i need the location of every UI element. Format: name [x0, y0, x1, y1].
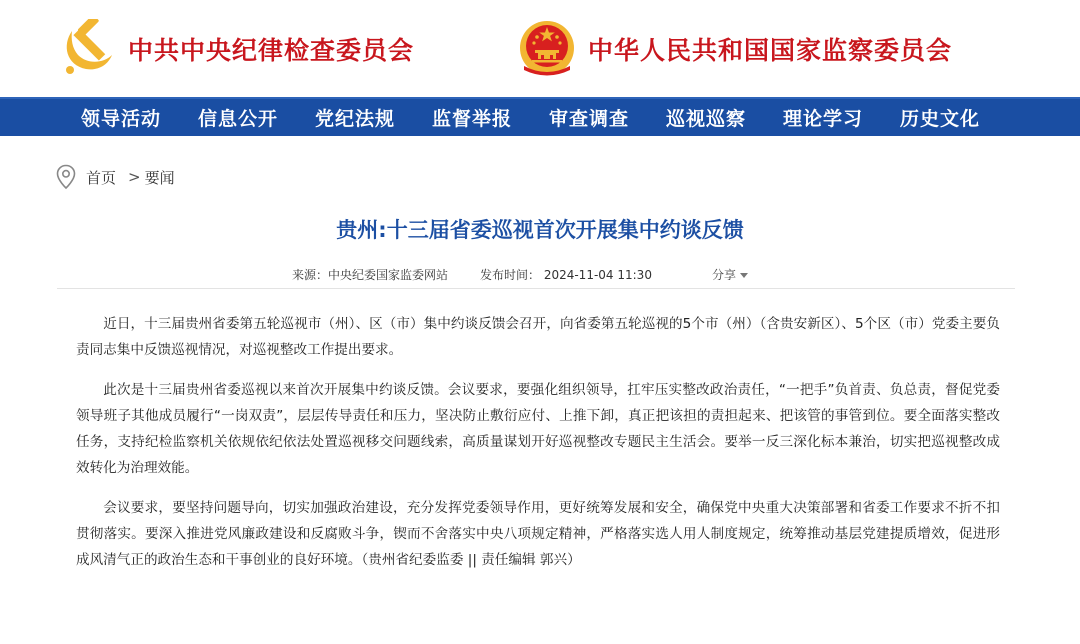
nav-item-info-disclosure[interactable]: 信息公开	[198, 108, 279, 130]
nav-item-investigation[interactable]: 审查调查	[549, 108, 630, 130]
breadcrumb-current[interactable]: 要闻	[144, 168, 175, 187]
meta-divider	[57, 288, 1015, 289]
article-paragraph-3: 会议要求，要坚持问题导向，切实加强政治建设，充分发挥党委领导作用，更好统筹发展和安全，确保党中央重大决策部署和省委工作要求不折不扣贯彻落实。要深入推进党风廉政建设和反腐败斗争，锲而不舍落实中央八项规定精神，严格落实选人用人制度规定，统筹推动基层党建提质增效，促进形成风清气正的政治生态和干事创业的良好环境。（贵州省纪委监委 || 责任编辑 郭兴）	[76, 500, 1000, 568]
share-button[interactable]	[712, 266, 748, 283]
ccdi-brand[interactable]	[58, 0, 414, 97]
ccdi-name: 中共中央纪律检查委员会	[128, 35, 415, 65]
article-page	[0, 136, 1080, 644]
national-emblem-icon	[516, 18, 578, 80]
nav-item-history[interactable]: 历史文化	[900, 108, 981, 130]
breadcrumb-separator: >	[128, 168, 141, 186]
article-body	[76, 311, 1000, 587]
article-title: 贵州:十三届省委巡视首次开展集中约谈反馈	[336, 218, 744, 242]
article-time: 发布时间： 2024-11-04 11:30	[480, 268, 652, 282]
article-paragraph-1: 近日，十三届贵州省委第五轮巡视市（州）、区（市）集中约谈反馈会召开，向省委第五轮巡视的5个市（州）（含贵安新区）、5个区（市）党委主要负责同志集中反馈巡视情况，对巡视整改工作提出要求。	[76, 316, 1000, 358]
main-nav	[0, 97, 1080, 136]
nav-item-report[interactable]: 监督举报	[432, 108, 513, 130]
article-paragraph-2: 此次是十三届贵州省委巡视以来首次开展集中约谈反馈。会议要求，要强化组织领导，扛牢压实整改政治责任，“一把手”负首责、负总责，督促党委领导班子其他成员履行“一岗双责”，层层传导责任和压力，坚决防止敷衍应付、上推下卸，真正把该担的责担起来、把该管的事管到位。要全面落实整改任务，支持纪检监察机关依规依纪依法处置巡视移交问题线索，高质量谋划开好巡视整改专题民主生活会。要举一反三深化标本兼治，切实把巡视整改成效转化为治理效能。	[76, 382, 1000, 476]
nsc-name: 中华人民共和国国家监察委员会	[588, 35, 953, 65]
location-pin-icon	[56, 164, 76, 190]
nav-item-theory[interactable]: 理论学习	[783, 108, 864, 130]
site-header	[0, 0, 1080, 97]
article-meta	[0, 266, 1080, 284]
nav-item-regulations[interactable]: 党纪法规	[315, 108, 396, 130]
breadcrumb-home[interactable]: 首页	[86, 168, 117, 187]
breadcrumb	[56, 164, 175, 190]
nsc-brand[interactable]	[516, 0, 952, 97]
nav-item-leadership[interactable]: 领导活动	[81, 108, 162, 130]
nav-list	[0, 99, 1080, 136]
share-label: 分享	[712, 268, 737, 282]
article-source: 来源：中央纪委国家监委网站	[292, 268, 449, 282]
nav-item-inspection[interactable]: 巡视巡察	[666, 108, 747, 130]
hammer-sickle-icon	[58, 19, 118, 79]
caret-down-icon	[740, 273, 748, 278]
